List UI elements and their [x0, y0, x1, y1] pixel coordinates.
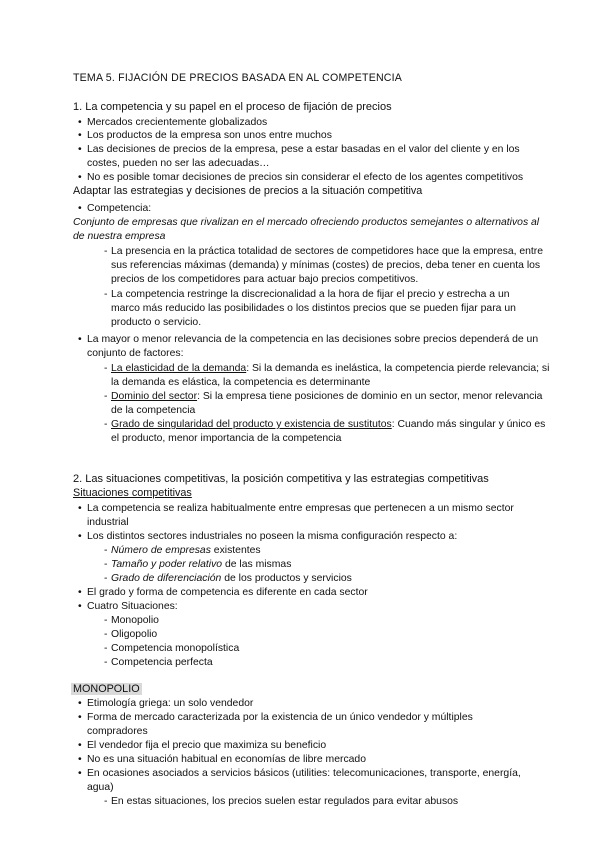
definition-text: de nuestra empresa — [73, 231, 166, 242]
list-item: • No es una situación habitual en economías de libre mercado — [78, 754, 366, 765]
list-item-continuation: costes, pueden no ser las adecuadas… — [87, 158, 270, 169]
bullet-icon: • — [78, 531, 82, 542]
bullet-icon: • — [78, 503, 82, 514]
dash-item: - Competencia perfecta — [104, 657, 213, 668]
bullet-icon: • — [78, 587, 82, 598]
dash-item: - La elasticidad de la demanda: Si la demanda es inelástica, la competencia pierde relevancia; si — [104, 363, 550, 374]
list-item: • El grado y forma de competencia es diferente en cada sector — [78, 587, 368, 598]
list-item-continuation: compradores — [87, 726, 148, 737]
dash-item: - La presencia en la práctica totalidad de sectores de competidores hace que la empresa, entre — [104, 246, 544, 257]
dash-item: - La competencia restringe la discrecionalidad a la hora de fijar el precio y estrecha a un — [104, 289, 510, 300]
dash-item: - Grado de singularidad del producto y existencia de sustitutos: Cuando más singular y único es — [104, 419, 546, 430]
list-item: • Cuatro Situaciones: — [78, 601, 178, 612]
dash-item: - Oligopolio — [104, 629, 158, 640]
list-item: • Etimología griega: un solo vendedor — [78, 698, 254, 709]
monopolio-heading: MONOPOLIO — [73, 683, 140, 695]
list-item: • La competencia se realiza habitualmente entre empresas que pertenecen a un mismo sector — [78, 503, 514, 514]
list-item-continuation: agua) — [87, 782, 114, 793]
dash-item: - En estas situaciones, los precios suelen estar regulados para evitar abusos — [104, 796, 459, 807]
bullet-icon: • — [78, 203, 82, 214]
section-1-heading: 1. La competencia y su papel en el proceso de fijación de precios — [73, 101, 392, 113]
bullet-icon: • — [78, 144, 82, 155]
bullet-icon: • — [78, 117, 82, 128]
list-item: • Los productos de la empresa son unos entre muchos — [78, 130, 332, 141]
bullet-icon: • — [78, 698, 82, 709]
list-item-continuation: industrial — [87, 517, 129, 528]
list-item: • En ocasiones asociados a servicios básicos (utilities: telecomunicaciones, transporte, energía, — [78, 768, 521, 779]
subsection-heading: Situaciones competitivas — [73, 487, 192, 499]
bullet-icon: • — [78, 334, 82, 345]
dash-item-continuation: precios de los competidores para actuar bajo precios competitivos. — [111, 274, 419, 285]
bullet-icon: • — [78, 712, 82, 723]
document-title: TEMA 5. FIJACIÓN DE PRECIOS BASADA EN AL COMPETENCIA — [73, 72, 403, 84]
bullet-icon: • — [78, 740, 82, 751]
dash-item-continuation: de la competencia — [111, 405, 196, 416]
bullet-icon: • — [78, 754, 82, 765]
list-item: • El vendedor fija el precio que maximiza su beneficio — [78, 740, 327, 751]
dash-item: - Grado de diferenciación de los productos y servicios — [104, 573, 352, 584]
section-2-heading: 2. Las situaciones competitivas, la posición competitiva y las estrategias competitivas — [73, 473, 489, 485]
paragraph: Adaptar las estrategias y decisiones de precios a la situación competitiva — [73, 185, 423, 197]
dash-item: - Tamaño y poder relativo de las mismas — [104, 559, 292, 570]
list-item: • La mayor o menor relevancia de la competencia en las decisiones sobre precios dependerá de un — [78, 334, 539, 345]
bullet-icon: • — [78, 130, 82, 141]
dash-item: - Competencia monopolística — [104, 643, 240, 654]
dash-item: - Dominio del sector: Si la empresa tiene posiciones de dominio en un sector, menor relevancia — [104, 391, 543, 402]
list-item: • Mercados crecientemente globalizados — [78, 117, 268, 128]
list-item: • No es posible tomar decisiones de precios sin considerar el efecto de los agentes competitivos — [78, 172, 524, 183]
list-item-continuation: conjunto de factores: — [87, 348, 184, 359]
list-item: • Las decisiones de precios de la empresa, pese a estar basadas en el valor del cliente y en los — [78, 144, 520, 155]
dash-item-continuation: sus referencias máximas (demanda) y mínimas (costes) de precios, deba tener en cuenta los — [111, 260, 541, 271]
dash-item-continuation: marco más reducido las posibilidades o los distintos precios que se pueden fijar para un — [111, 303, 516, 314]
bullet-icon: • — [78, 172, 82, 183]
dash-item-continuation: el producto, menor importancia de la competencia — [111, 433, 342, 444]
bullet-icon: • — [78, 768, 82, 779]
dash-item-continuation: producto o servicio. — [111, 317, 202, 328]
dash-item: - Número de empresas existentes — [104, 545, 261, 556]
bullet-icon: • — [78, 601, 82, 612]
list-item: • Competencia: — [78, 203, 152, 214]
dash-item: - Monopolio — [104, 615, 159, 626]
list-item: • Los distintos sectores industriales no poseen la misma configuración respecto a: — [78, 531, 458, 542]
definition-text: Conjunto de empresas que rivalizan en el mercado ofreciendo productos semejantes o alternativos al — [73, 217, 540, 228]
list-item: • Forma de mercado caracterizada por la existencia de un único vendedor y múltiples — [78, 712, 473, 723]
dash-item-continuation: la demanda es elástica, la competencia es determinante — [111, 377, 371, 388]
